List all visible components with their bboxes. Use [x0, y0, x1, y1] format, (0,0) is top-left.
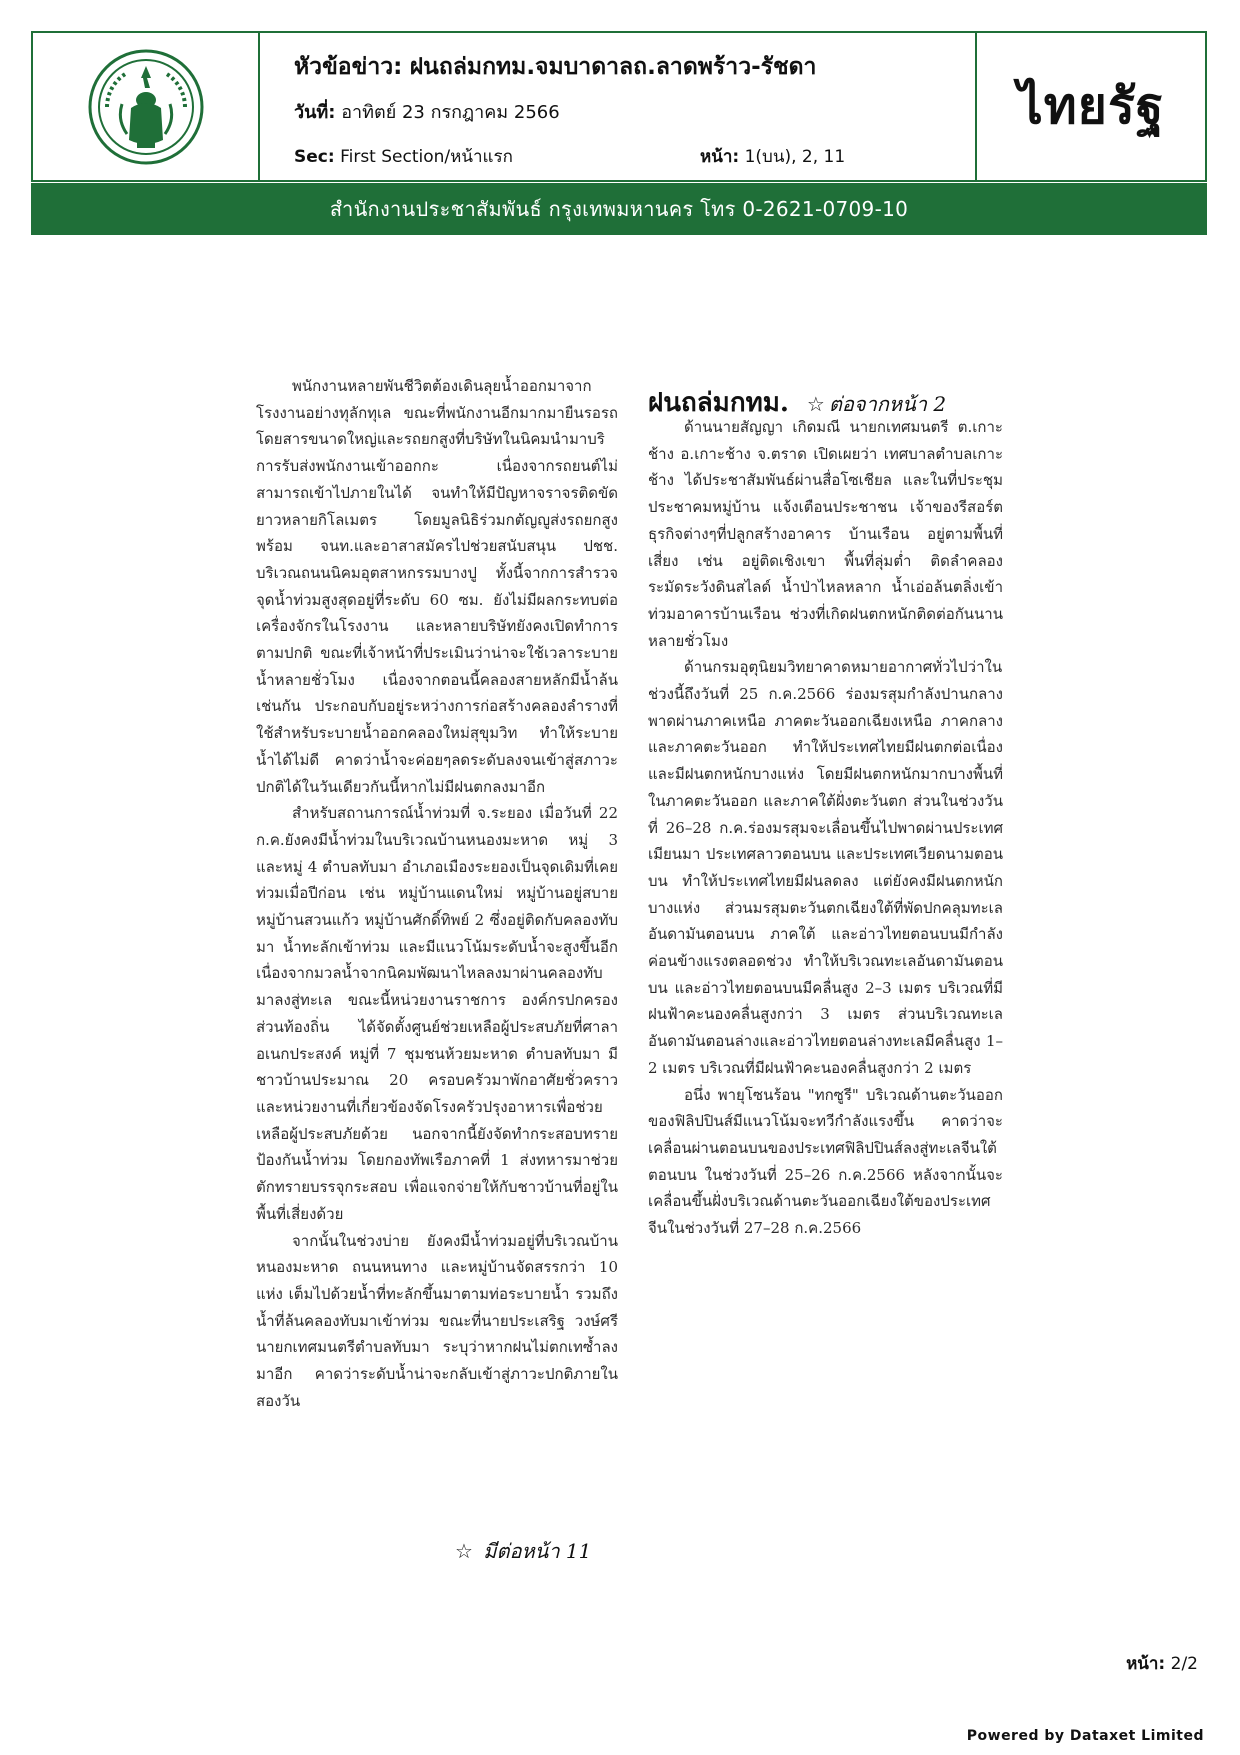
publication-cell: [977, 33, 1205, 180]
section-label: Sec:: [294, 147, 335, 167]
agency-banner: [31, 183, 1207, 235]
section-value: First Section/หน้าแรก: [340, 147, 513, 167]
logo-cell: [33, 33, 260, 180]
continued-to: [455, 1535, 591, 1567]
page-number-label: หน้า:: [1126, 1654, 1166, 1674]
page-value: 1(บน), 2, 11: [744, 147, 846, 167]
date-value: อาทิตย์ 23 กรกฎาคม 2566: [341, 102, 560, 123]
headline-row: [294, 49, 816, 85]
page-number: [1126, 1650, 1198, 1677]
continued-to-text: มีต่อหน้า 11: [483, 1539, 592, 1563]
star-icon: ☆: [455, 1539, 473, 1563]
article-paragraph: พนักงานหลายพันชีวิตต้องเดินลุยน้ำออกมาจากโรงงานอย่างทุลักทุเล ขณะที่พนักงานอีกมากมายืนรอรถโดยสารขนาดใหญ่และรถยกสูงที่บริษัทในนิคมนำมาบริการรับส่งพนักงานเข้าออกกะ เนื่องจากรถยนต์ไม่สามารถเข้าไปภายในได้ จนทำให้มีปัญหาจราจรติดขัดยาวหลายกิโลเมตร โดยมูลนิธิร่วมกตัญญูส่งรถยกสูงพร้อม จนท.และอาสาสมัครไปช่วยสนับสนุน ปชช. บริเวณถนนนิคมอุตสาหกรรมบางปู ทั้งนี้จากการสำรวจจุดน้ำท่วมสูงสุดอยู่ที่ระดับ 60 ซม. ยังไม่มีผลกระทบต่อเครื่องจักรในโรงงาน และหลายบริษัทยังคงเปิดทำการตามปกติ ขณะที่เจ้าหน้าที่ประเมินว่าน่าจะใช้เวลาระบายน้ำหลายชั่วโมง เนื่องจากตอนนี้คลองสายหลักมีน้ำล้นเช่นกัน ประกอบกับอยู่ระหว่างการก่อสร้างคลองลำรางที่ใช้สำหรับระบายน้ำออกคลองใหม่สุขุมวิท ทำให้ระบายน้ำได้ไม่ดี คาดว่าน้ำจะค่อยๆลดระดับลงจนเข้าสู่สภาวะปกติได้ในวันเดียวกันนี้หากไม่มีฝนตกลงมาอีก: [256, 377, 618, 796]
powered-by: Powered by Dataxet Limited: [966, 1728, 1204, 1744]
section-row: [294, 143, 513, 170]
headline: ฝนถล่มกทม.จมบาดาลถ.ลาดพร้าว-รัชดา: [409, 54, 817, 80]
publication-name: ไทยรัฐ: [1017, 77, 1165, 135]
header-info: [260, 33, 977, 180]
date-label: วันที่:: [294, 102, 336, 123]
article-heading: [648, 382, 1008, 418]
article-paragraph: สำหรับสถานการณ์น้ำท่วมที่ จ.ระยอง เมื่อวันที่ 22 ก.ค.ยังคงมีน้ำท่วมในบริเวณบ้านหนองมะหาด หมู่ 3 และหมู่ 4 ตำบลทับมา อำเภอเมืองระยองเป็นจุดเดิมที่เคยท่วมเมื่อปีก่อน เช่น หมู่บ้านแดนใหม่ หมู่บ้านอยู่สบายหมู่บ้านสวนแก้ว หมู่บ้านศักดิ์ทิพย์ 2 ซึ่งอยู่ติดกับคลองทับมา น้ำทะลักเข้าท่วม และมีแนวโน้มระดับน้ำจะสูงขึ้นอีก เนื่องจากมวลน้ำจากนิคมพัฒนาไหลลงมาผ่านคลองทับมาลงสู่ทะเล ขณะนี้หน่วยงานราชการ องค์กรปกครองส่วนท้องถิ่น ได้จัดตั้งศูนย์ช่วยเหลือผู้ประสบภัยที่ศาลาอเนกประสงค์ หมู่ที่ 7 ชุมชนห้วยมะหาด ตำบลทับมา มีชาวบ้านประมาณ 20 ครอบครัวมาพักอาศัยชั่วคราว และหน่วยงานที่เกี่ยวข้องจัดโรงครัวปรุงอาหารเพื่อช่วยเหลือผู้ประสบภัยด้วย นอกจากนี้ยังจัดทำกระสอบทรายป้องกันน้ำท่วม โดยกองทัพเรือภาคที่ 1 ส่งทหารมาช่วยตักทรายบรรจุกระสอบ เพื่อแจกจ่ายให้กับชาวบ้านที่อยู่ในพื้นที่เสี่ยงด้วย: [256, 804, 618, 1223]
page-number-value: 2/2: [1170, 1654, 1198, 1674]
headline-label: หัวข้อข่าว:: [294, 54, 403, 80]
date-row: [294, 97, 560, 126]
article-paragraph: ด้านนายสัญญา เกิดมณี นายกเทศมนตรี ต.เกาะช้าง อ.เกาะช้าง จ.ตราด เปิดเผยว่า เทศบาลตำบลเกาะช้าง ได้ประชาสัมพันธ์ผ่านสื่อโซเชียล และในที่ประชุมประชาคมหมู่บ้าน แจ้งเตือนประชาชน เจ้าของรีสอร์ต ธุรกิจต่างๆที่ปลูกสร้างอาคาร บ้านเรือน อยู่ตามพื้นที่เสี่ยง เช่น อยู่ติดเชิงเขา พื้นที่ลุ่มต่ำ ติดลำคลอง ระมัดระวังดินสไลด์ น้ำป่าไหลหลาก น้ำเอ่อล้นตลิ่งเข้าท่วมอาคารบ้านเรือน ช่วงที่เกิดฝนตกหนักติดต่อกันนานหลายชั่วโมง: [648, 418, 1003, 650]
bangkok-seal-icon: [87, 48, 205, 166]
page-row: [700, 143, 845, 170]
continued-from-text: ต่อจากหน้า 2: [828, 392, 947, 416]
header-box: [31, 31, 1207, 182]
page-label: หน้า:: [700, 147, 740, 167]
article-paragraph: ด้านกรมอุตุนิยมวิทยาคาดหมายอากาศทั่วไปว่าในช่วงนี้ถึงวันที่ 25 ก.ค.2566 ร่องมรสุมกำลังปานกลางพาดผ่านภาคเหนือ ภาคตะวันออกเฉียงเหนือ ภาคกลาง และภาคตะวันออก ทำให้ประเทศไทยมีฝนตกต่อเนื่องและมีฝนตกหนักบางแห่ง โดยมีฝนตกหนักมากบางพื้นที่ในภาคตะวันออก และภาคใต้ฝั่งตะวันตก ส่วนในช่วงวันที่ 26–28 ก.ค.ร่องมรสุมจะเลื่อนขึ้นไปพาดผ่านประเทศเมียนมา ประเทศลาวตอนบน และประเทศเวียดนามตอนบน ทำให้ประเทศไทยมีฝนลดลง แต่ยังคงมีฝนตกหนักบางแห่ง ส่วนมรสุมตะวันตกเฉียงใต้ที่พัดปกคลุมทะเลอันดามันตอนบน ภาคใต้ และอ่าวไทยตอนบนมีกำลังค่อนข้างแรงตลอดช่วง ทำให้บริเวณทะเลอันดามันตอนบน และอ่าวไทยตอนบนมีคลื่นสูง 2–3 เมตร บริเวณที่มีฝนฟ้าคะนองคลื่นสูงกว่า 3 เมตร ส่วนบริเวณทะเลอันดามันตอนล่างและอ่าวไทยตอนล่างทะเลมีคลื่นสูง 1–2 เมตร บริเวณที่มีฝนฟ้าคะนองคลื่นสูงกว่า 2 เมตร: [648, 658, 1003, 1077]
article-title: ฝนถล่มกทม.: [648, 388, 789, 418]
agency-text: สำนักงานประชาสัมพันธ์ กรุงเทพมหานคร โทร 0-2621-0709-10: [329, 197, 909, 221]
article-left-column: [256, 373, 618, 1414]
article-right-column: [648, 414, 1003, 1242]
article-paragraph: จากนั้นในช่วงบ่าย ยังคงมีน้ำท่วมอยู่ที่บริเวณบ้านหนองมะหาด ถนนหนทาง และหมู่บ้านจัดสรรกว่า 10 แห่ง เต็มไปด้วยน้ำที่ทะลักขึ้นมาตามท่อระบายน้ำ รวมถึงน้ำที่ล้นคลองทับมาเข้าท่วม ขณะที่นายประเสริฐ วงษ์ศรี นายกเทศมนตรีตำบลทับมา ระบุว่าหากฝนไม่ตกเทซ้ำลงมาอีก คาดว่าระดับน้ำน่าจะกลับเข้าสู่ภาวะปกติภายในสองวัน: [256, 1231, 618, 1410]
article-paragraph: อนึ่ง พายุโซนร้อน "ทกซูรี" บริเวณด้านตะวันออกของฟิลิปปินส์มีแนวโน้มจะทวีกำลังแรงขึ้น คาดว่าจะเคลื่อนผ่านตอนบนของประเทศฟิลิปปินส์ลงสู่ทะเลจีนใต้ตอนบน ในช่วงวันที่ 25–26 ก.ค.2566 หลังจากนั้นจะเคลื่อนขึ้นฝั่งบริเวณด้านตะวันออกเฉียงใต้ของประเทศจีนในช่วงวันที่ 27–28 ก.ค.2566: [648, 1085, 1003, 1238]
star-icon: ☆: [806, 392, 825, 416]
